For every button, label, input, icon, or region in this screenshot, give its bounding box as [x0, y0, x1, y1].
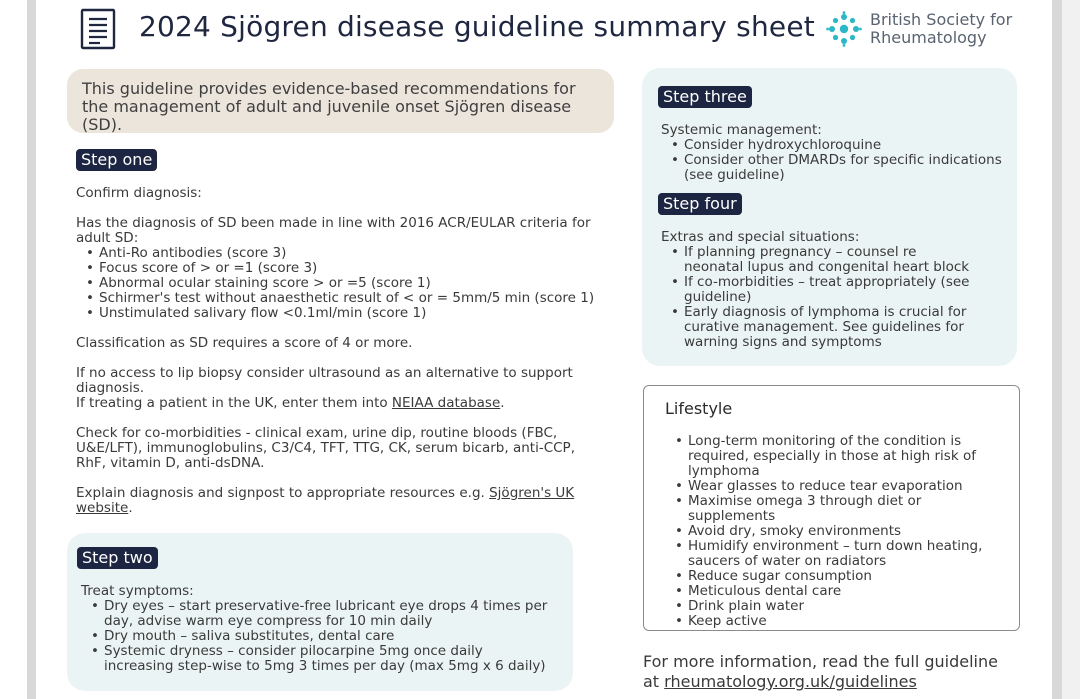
- page-edge-right-outer: [1062, 0, 1080, 699]
- criteria-list: [76, 246, 596, 321]
- lifestyle-list: [665, 434, 1005, 629]
- list-item: • Dry eyes – start preservative-free lubricant eye drops 4 times per day, advise warm eye compress for 10 min daily: [104, 599, 551, 629]
- step-two-badge: Step two: [77, 547, 158, 569]
- logo-line-2: Rheumatology: [870, 28, 987, 47]
- footer-line-1: For more information, read the full guideline: [643, 652, 998, 671]
- list-item: • Abnormal ocular staining score > or =5 (score 1): [99, 276, 596, 291]
- lifestyle-content: [665, 434, 1005, 629]
- intro-box: [67, 69, 614, 133]
- footer-line-2: [643, 672, 998, 692]
- list-item: • If co-morbidities – treat appropriately (see guideline): [684, 275, 976, 305]
- list-item: • Consider hydroxychloroquine: [684, 138, 1006, 153]
- list-item: • Unstimulated salivary flow <0.1ml/min (score 1): [99, 306, 596, 321]
- step-three-content: [661, 123, 1006, 183]
- classification-text: Classification as SD requires a score of 4 or more.: [76, 335, 413, 351]
- treat-symptoms-text: Treat symptoms:: [81, 583, 194, 599]
- list-item: • Schirmer's test without anaesthetic result of < or = 5mm/5 min (score 1): [99, 291, 596, 306]
- page-title: 2024 Sjögren disease guideline summary sheet: [139, 10, 815, 43]
- step-two-content: [81, 584, 551, 674]
- extras-list: [661, 245, 976, 350]
- list-item: • Early diagnosis of lymphoma is crucial for curative management. See guidelines for warning signs and symptoms: [684, 305, 976, 350]
- step-four-content: [661, 230, 976, 350]
- bsr-logo-mark-icon: [826, 11, 862, 47]
- uk-prefix: If treating a patient in the UK, enter them into: [76, 395, 392, 411]
- list-item: • Meticulous dental care: [688, 584, 1005, 599]
- step-three-badge: Step three: [658, 86, 752, 108]
- explain-text: [76, 486, 596, 516]
- logo-line-1: British Society for: [870, 10, 1013, 29]
- systemic-management-text: Systemic management:: [661, 122, 822, 138]
- lifestyle-box: [643, 385, 1020, 631]
- list-item: • Reduce sugar consumption: [688, 569, 1005, 584]
- page-edge-right: [1052, 0, 1062, 699]
- biopsy-text: If no access to lip biopsy consider ultrasound as an alternative to support diagnosis.: [76, 365, 573, 396]
- bsr-logo: [826, 10, 1026, 50]
- list-item: • Drink plain water: [688, 599, 1005, 614]
- list-item: • Dry mouth – saliva substitutes, dental care: [104, 629, 551, 644]
- list-item: • Humidify environment – turn down heating, saucers of water on radiators: [688, 539, 1005, 569]
- step-one-content: [76, 186, 596, 516]
- lifestyle-title: Lifestyle: [665, 399, 733, 418]
- document-icon: [80, 8, 116, 50]
- list-item: • Anti-Ro antibodies (score 3): [99, 246, 596, 261]
- list-item: • Long-term monitoring of the condition is required, especially in those at high risk of lymphoma: [688, 434, 1005, 479]
- uk-registry-text: [76, 396, 596, 411]
- explain-suffix: .: [128, 500, 133, 516]
- list-item: • If planning pregnancy – counsel re neonatal lupus and congenital heart block: [684, 245, 976, 275]
- confirm-diagnosis-text: Confirm diagnosis:: [76, 185, 202, 201]
- list-item: • Keep active: [688, 614, 1005, 629]
- step-four-badge: Step four: [658, 193, 742, 215]
- page-edge-left: [27, 0, 36, 699]
- uk-suffix: .: [500, 395, 505, 411]
- step-one-badge: Step one: [76, 149, 157, 171]
- sjogrens-uk-link[interactable]: Sjögren's UK website: [76, 485, 575, 516]
- bsr-logo-text: [870, 11, 1012, 47]
- intro-text: This guideline provides evidence-based recommendations for the management of adult and juvenile onset Sjögren disease (SD).: [82, 79, 576, 134]
- extras-text: Extras and special situations:: [661, 229, 860, 245]
- footer: [643, 652, 998, 692]
- guidelines-link[interactable]: rheumatology.org.uk/guidelines: [664, 672, 917, 691]
- neiaa-database-link[interactable]: NEIAA database: [391, 395, 501, 411]
- list-item: • Wear glasses to reduce tear evaporation: [688, 479, 1005, 494]
- comorbidities-text: Check for co-morbidities - clinical exam, urine dip, routine bloods (FBC, U&E/LFT), immunoglobulins, C3/C4, TFT, TTG, CK, serum bicarb, anti-CCP, RhF, vitamin D, anti-dsDNA.: [76, 425, 575, 471]
- list-item: • Consider other DMARDs for specific indications (see guideline): [684, 153, 1006, 183]
- symptom-list: [81, 599, 551, 674]
- systemic-list: [661, 138, 1006, 183]
- list-item: • Systemic dryness – consider pilocarpine 5mg once daily increasing step-wise to 5mg 3 times per day (max 5mg x 6 daily): [104, 644, 551, 674]
- list-item: • Maximise omega 3 through diet or supplements: [688, 494, 1005, 524]
- list-item: • Avoid dry, smoky environments: [688, 524, 1005, 539]
- criteria-intro-text: Has the diagnosis of SD been made in line with 2016 ACR/EULAR criteria for adult SD:: [76, 215, 591, 246]
- explain-prefix: Explain diagnosis and signpost to appropriate resources e.g.: [76, 485, 490, 501]
- list-item: • Focus score of > or =1 (score 3): [99, 261, 596, 276]
- footer-prefix: at: [643, 672, 665, 691]
